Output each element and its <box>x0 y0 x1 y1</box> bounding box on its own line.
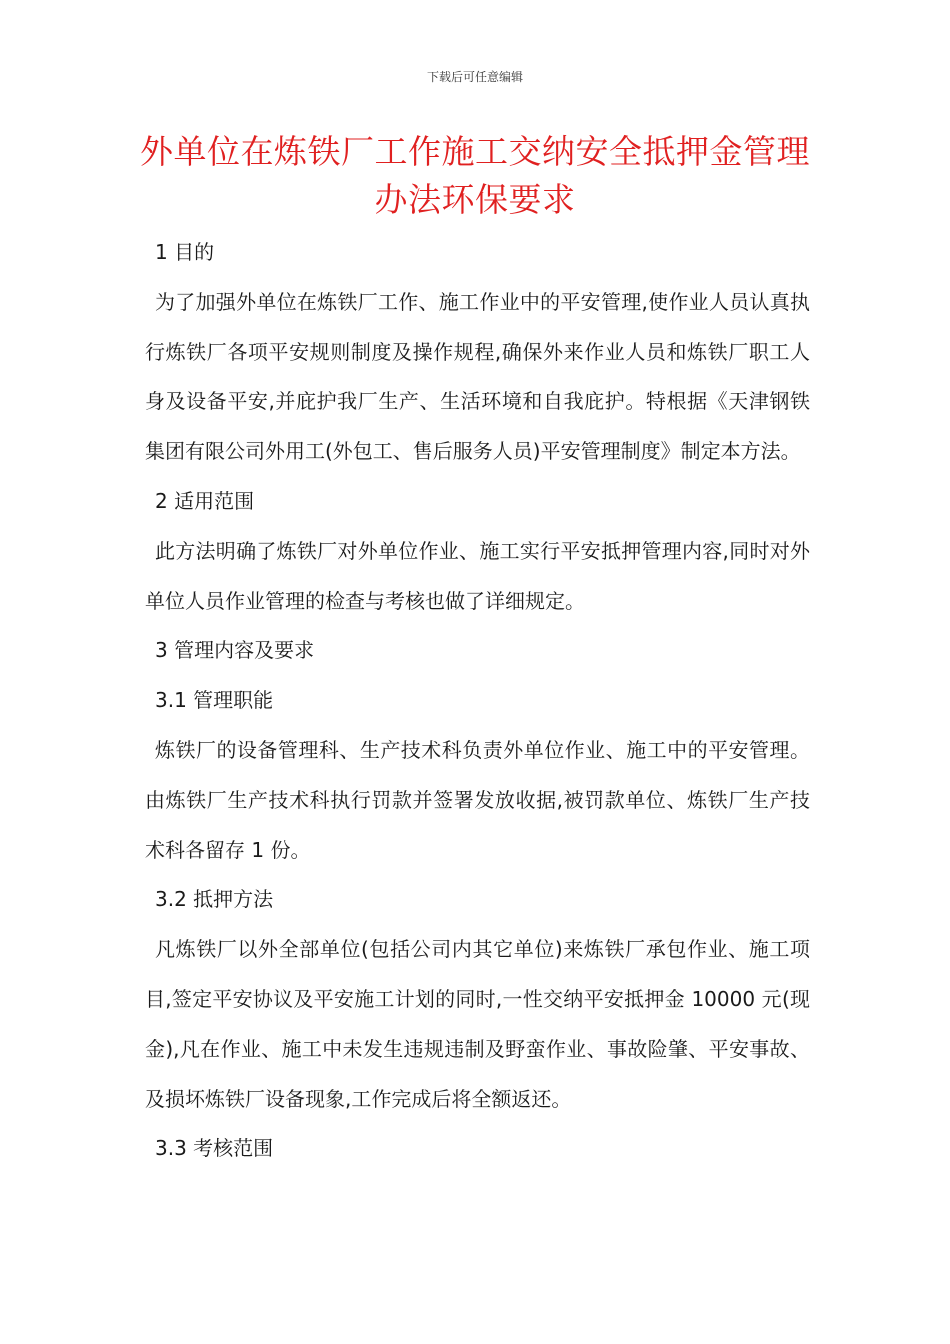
header-note: 下载后可任意编辑 <box>426 70 523 84</box>
section-3-3-heading: 3.3 考核范围 <box>155 1136 274 1161</box>
section-3-2-paragraph: 凡炼铁厂以外全部单位(包括公司内其它单位)来炼铁厂承包作业、施工项目,签定平安协议及平安施工计划的同时,一性交纳平安抵押金 10000 元(现金),凡在作业、施工中未发生违规违制及野蛮作业、事故险肇、平安事故、及损坏炼铁厂设备现象,工作完成后将全额返还。 <box>145 937 810 1111</box>
document-title: 外单位在炼铁厂工作施工交纳安全抵押金管理办法环保要求 <box>140 132 810 219</box>
document-body <box>145 228 810 1174</box>
section-1-paragraph: 为了加强外单位在炼铁厂工作、施工作业中的平安管理,使作业人员认真执行炼铁厂各项平安规则制度及操作规程,确保外来作业人员和炼铁厂职工人身及设备平安,并庇护我厂生产、生活环境和自我庇护。特根据《天津钢铁集团有限公司外用工(外包工、售后服务人员)平安管理制度》制定本方法。 <box>145 289 810 464</box>
section-3-1-paragraph: 炼铁厂的设备管理科、生产技术科负责外单位作业、施工中的平安管理。由炼铁厂生产技术科执行罚款并签署发放收据,被罚款单位、炼铁厂生产技术科各留存 1 份。 <box>145 737 810 862</box>
section-2-paragraph: 此方法明确了炼铁厂对外单位作业、施工实行平安抵押管理内容,同时对外单位人员作业管理的检查与考核也做了详细规定。 <box>145 538 810 613</box>
section-2-heading: 2 适用范围 <box>155 488 255 513</box>
section-1-heading: 1 目的 <box>155 240 215 264</box>
section-3-1-heading: 3.1 管理职能 <box>155 688 274 713</box>
section-3-2-heading: 3.2 抵押方法 <box>155 887 274 912</box>
section-3-heading: 3 管理内容及要求 <box>155 638 315 663</box>
